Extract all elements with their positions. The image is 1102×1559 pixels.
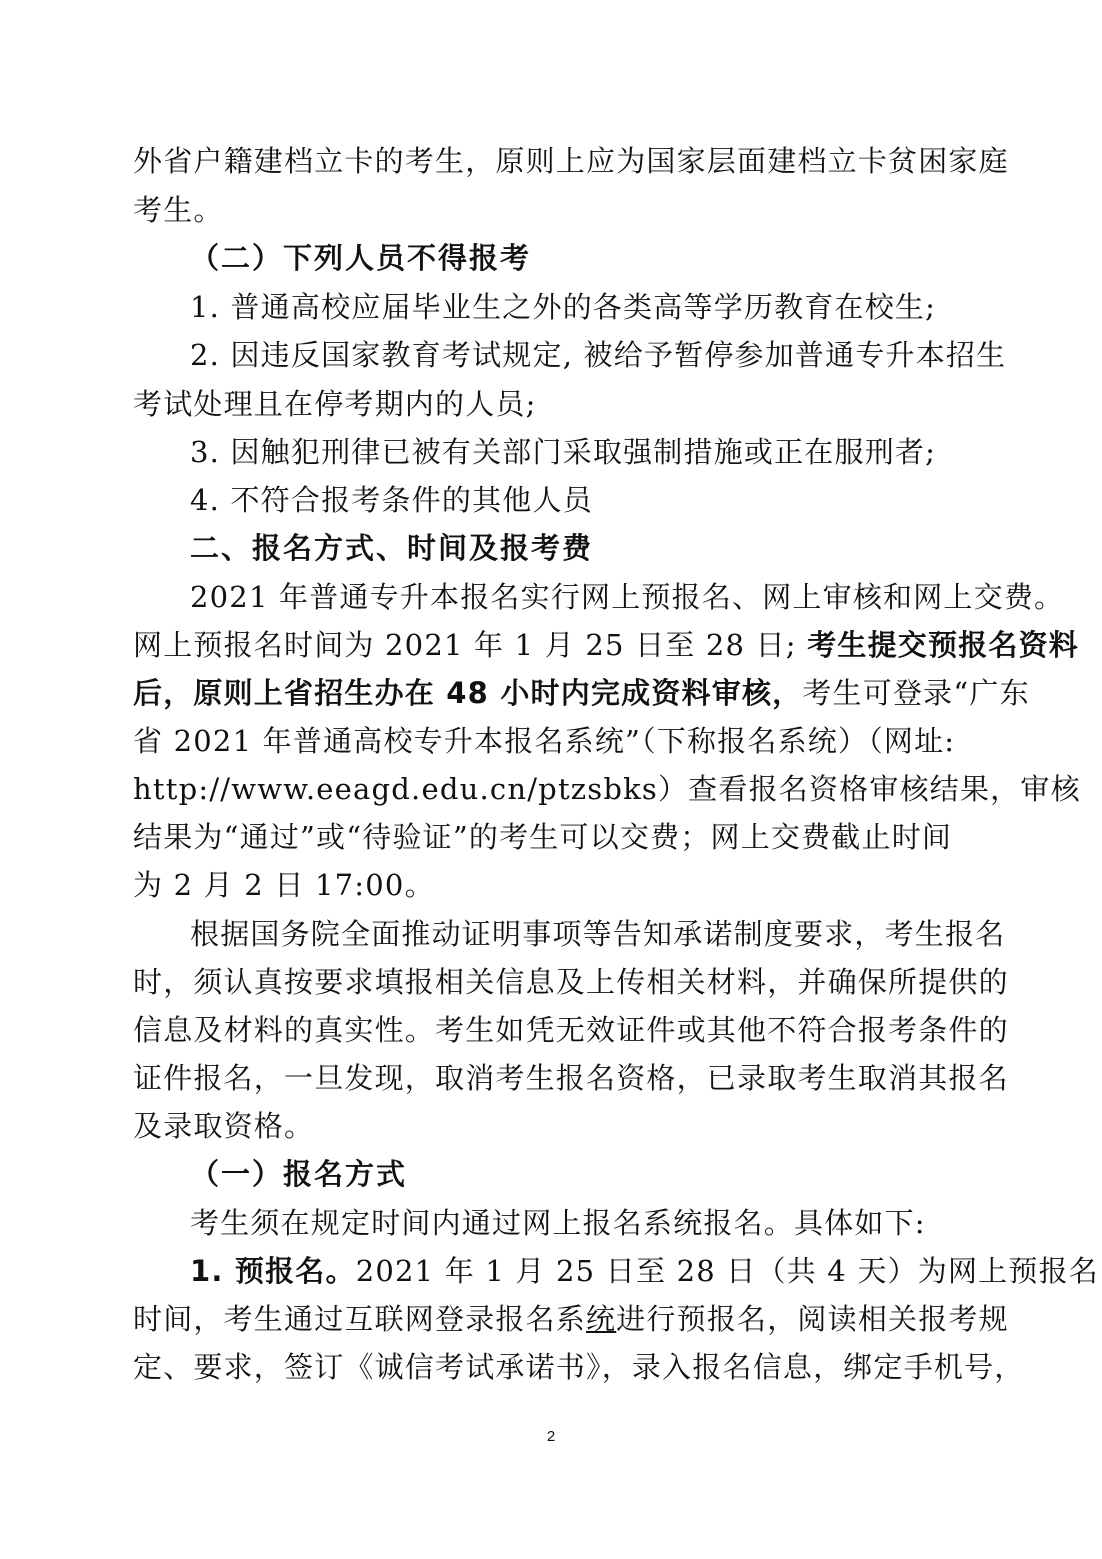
body-text-line: 及录取资格。 bbox=[133, 1109, 315, 1143]
body-text-line bbox=[133, 676, 1030, 710]
text-span: 进行预报名，阅读相关报考规 bbox=[616, 1302, 1009, 1336]
body-text-line: 定、要求，签订《诚信考试承诺书》，录入报名信息，绑定手机号， bbox=[133, 1350, 1025, 1384]
body-text-line: 外省户籍建档立卡的考生，原则上应为国家层面建档立卡贫困家庭 bbox=[133, 144, 1009, 178]
section-subheading: （一）报名方式 bbox=[190, 1157, 408, 1191]
body-text-line: 证件报名，一旦发现，取消考生报名资格，已录取考生取消其报名 bbox=[133, 1061, 1009, 1095]
list-item: 1. 普通高校应届毕业生之外的各类高等学历教育在校生; bbox=[190, 290, 937, 324]
list-item: 2. 因违反国家教育考试规定, 被给予暂停参加普通专升本招生 bbox=[190, 338, 1007, 372]
text-span: 时间，考生通过互联网登录报名系 bbox=[133, 1302, 587, 1336]
text-span: 网上预报名时间为 2021 年 1 月 25 日至 28 日; bbox=[133, 628, 808, 662]
bold-text-span: 1. 预报名。 bbox=[190, 1254, 356, 1288]
bold-text-span: 考生提交预报名资料 bbox=[807, 628, 1080, 662]
body-text-line bbox=[133, 1302, 1009, 1336]
section-heading: 二、报名方式、时间及报考费 bbox=[190, 531, 594, 565]
body-text-line: 考生。 bbox=[133, 193, 224, 227]
body-text-line: 信息及材料的真实性。考生如凭无效证件或其他不符合报考条件的 bbox=[133, 1013, 1009, 1047]
body-text-line-url: http://www.eeagd.edu.cn/ptzsbks）查看报名资格审核结果，审核 bbox=[133, 772, 1081, 806]
text-span: 2021 年 1 月 25 日至 28 日（共 4 天）为网上预报名 bbox=[355, 1254, 1099, 1288]
body-text-line: 考生须在规定时间内通过网上报名系统报名。具体如下: bbox=[190, 1206, 926, 1240]
body-text-line: 省 2021 年普通高校专升本报名系统”（下称报名系统）（网址: bbox=[133, 724, 956, 758]
list-item: 3. 因触犯刑律已被有关部门采取强制措施或正在服刑者; bbox=[190, 435, 937, 469]
body-text-line: 2021 年普通专升本报名实行网上预报名、网上审核和网上交费。 bbox=[190, 580, 1065, 614]
body-text-line: 根据国务院全面推动证明事项等告知承诺制度要求，考生报名 bbox=[190, 917, 1006, 951]
underlined-text-span: 统 bbox=[586, 1302, 617, 1336]
bold-text-span: 后，原则上省招生办在 48 小时内完成资料审核， bbox=[133, 676, 803, 710]
text-span: 考生可登录“广东 bbox=[802, 676, 1030, 710]
body-text-line: 时，须认真按要求填报相关信息及上传相关材料，并确保所提供的 bbox=[133, 965, 1009, 999]
list-item-continuation: 考试处理且在停考期内的人员; bbox=[133, 387, 537, 421]
body-text-line bbox=[133, 628, 1080, 662]
body-text-line bbox=[190, 1254, 1099, 1288]
section-subheading: （二）下列人员不得报考 bbox=[190, 241, 532, 275]
body-text-line: 为 2 月 2 日 17:00。 bbox=[133, 868, 435, 902]
list-item: 4. 不符合报考条件的其他人员 bbox=[190, 483, 593, 517]
page-number: 2 bbox=[546, 1428, 556, 1445]
body-text-line: 结果为“通过”或“待验证”的考生可以交费；网上交费截止时间 bbox=[133, 820, 953, 854]
